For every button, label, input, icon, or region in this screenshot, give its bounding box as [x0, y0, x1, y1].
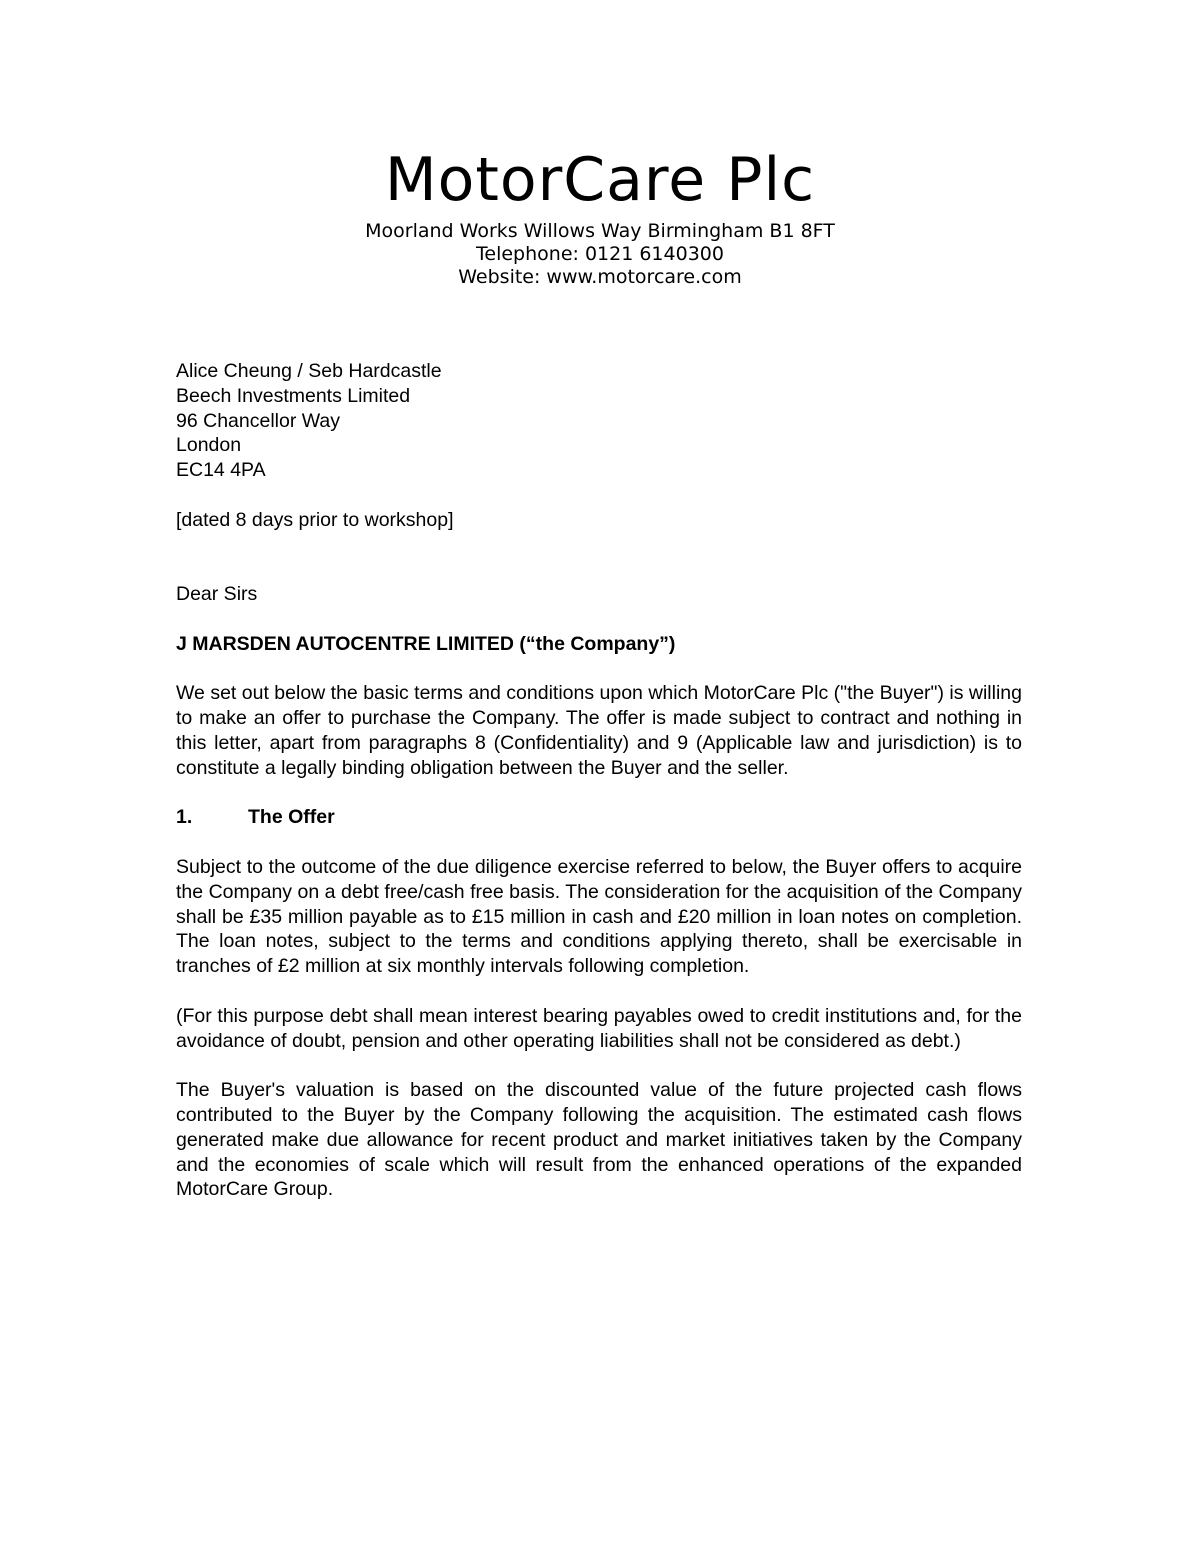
section-heading — [176, 805, 1022, 830]
section-title: The Offer — [248, 806, 335, 829]
subject-heading: J MARSDEN AUTOCENTRE LIMITED (“the Company”) — [176, 632, 676, 655]
offer-paragraph: Subject to the outcome of the due diligence exercise referred to below, the Buyer offers to acquire the Company on a debt free/cash free basis. The consideration for the acquisition of the Company shall be £35 million payable as to £15 million in cash and £20 million in loan notes on completion. The loan notes, subject to the terms and conditions applying thereto, shall be exercisable in tranches of £2 million at six monthly intervals following completion. — [176, 855, 1022, 978]
valuation-paragraph: The Buyer's valuation is based on the discounted value of the future projected cash flows contributed to the Buyer by the Company following the acquisition. The estimated cash flows generated make due allowance for recent product and market initiatives taken by the Company and the economies of scale which will result from the enhanced operations of the expanded MotorCare Group. — [176, 1079, 1022, 1201]
recipient-street: 96 Chancellor Way — [176, 409, 341, 432]
company-name: MotorCare Plc — [384, 145, 816, 215]
company-website: Website: www.motorcare.com — [458, 266, 742, 288]
company-address: Moorland Works Willows Way Birmingham B1 8FT — [365, 220, 835, 242]
recipient-city: London — [176, 434, 242, 457]
salutation: Dear Sirs — [176, 583, 258, 606]
section-number: 1. — [176, 806, 193, 829]
recipient-company: Beech Investments Limited — [176, 384, 411, 407]
letterhead — [0, 140, 1200, 289]
date-note: [dated 8 days prior to workshop] — [176, 508, 454, 531]
recipient-postcode: EC14 4PA — [176, 459, 266, 482]
intro-paragraph: We set out below the basic terms and conditions upon which MotorCare Plc ("the Buyer") is willing to make an offer to purchase the Company. The offer is made subject to contract and nothing in this letter, apart from paragraphs 8 (Confidentiality) and 9 (Applicable law and jurisdiction) is to constitute a legally binding obligation between the Buyer and the seller. — [176, 682, 1022, 779]
recipient-names: Alice Cheung / Seb Hardcastle — [176, 360, 442, 382]
letter-body — [176, 359, 1022, 1202]
debt-definition-paragraph: (For this purpose debt shall mean interest bearing payables owed to credit institutions and, for the avoidance of doubt, pension and other operating liabilities shall not be considered as debt.) — [176, 1004, 1022, 1052]
company-telephone: Telephone: 0121 6140300 — [476, 243, 724, 265]
recipient-address — [176, 359, 1022, 483]
